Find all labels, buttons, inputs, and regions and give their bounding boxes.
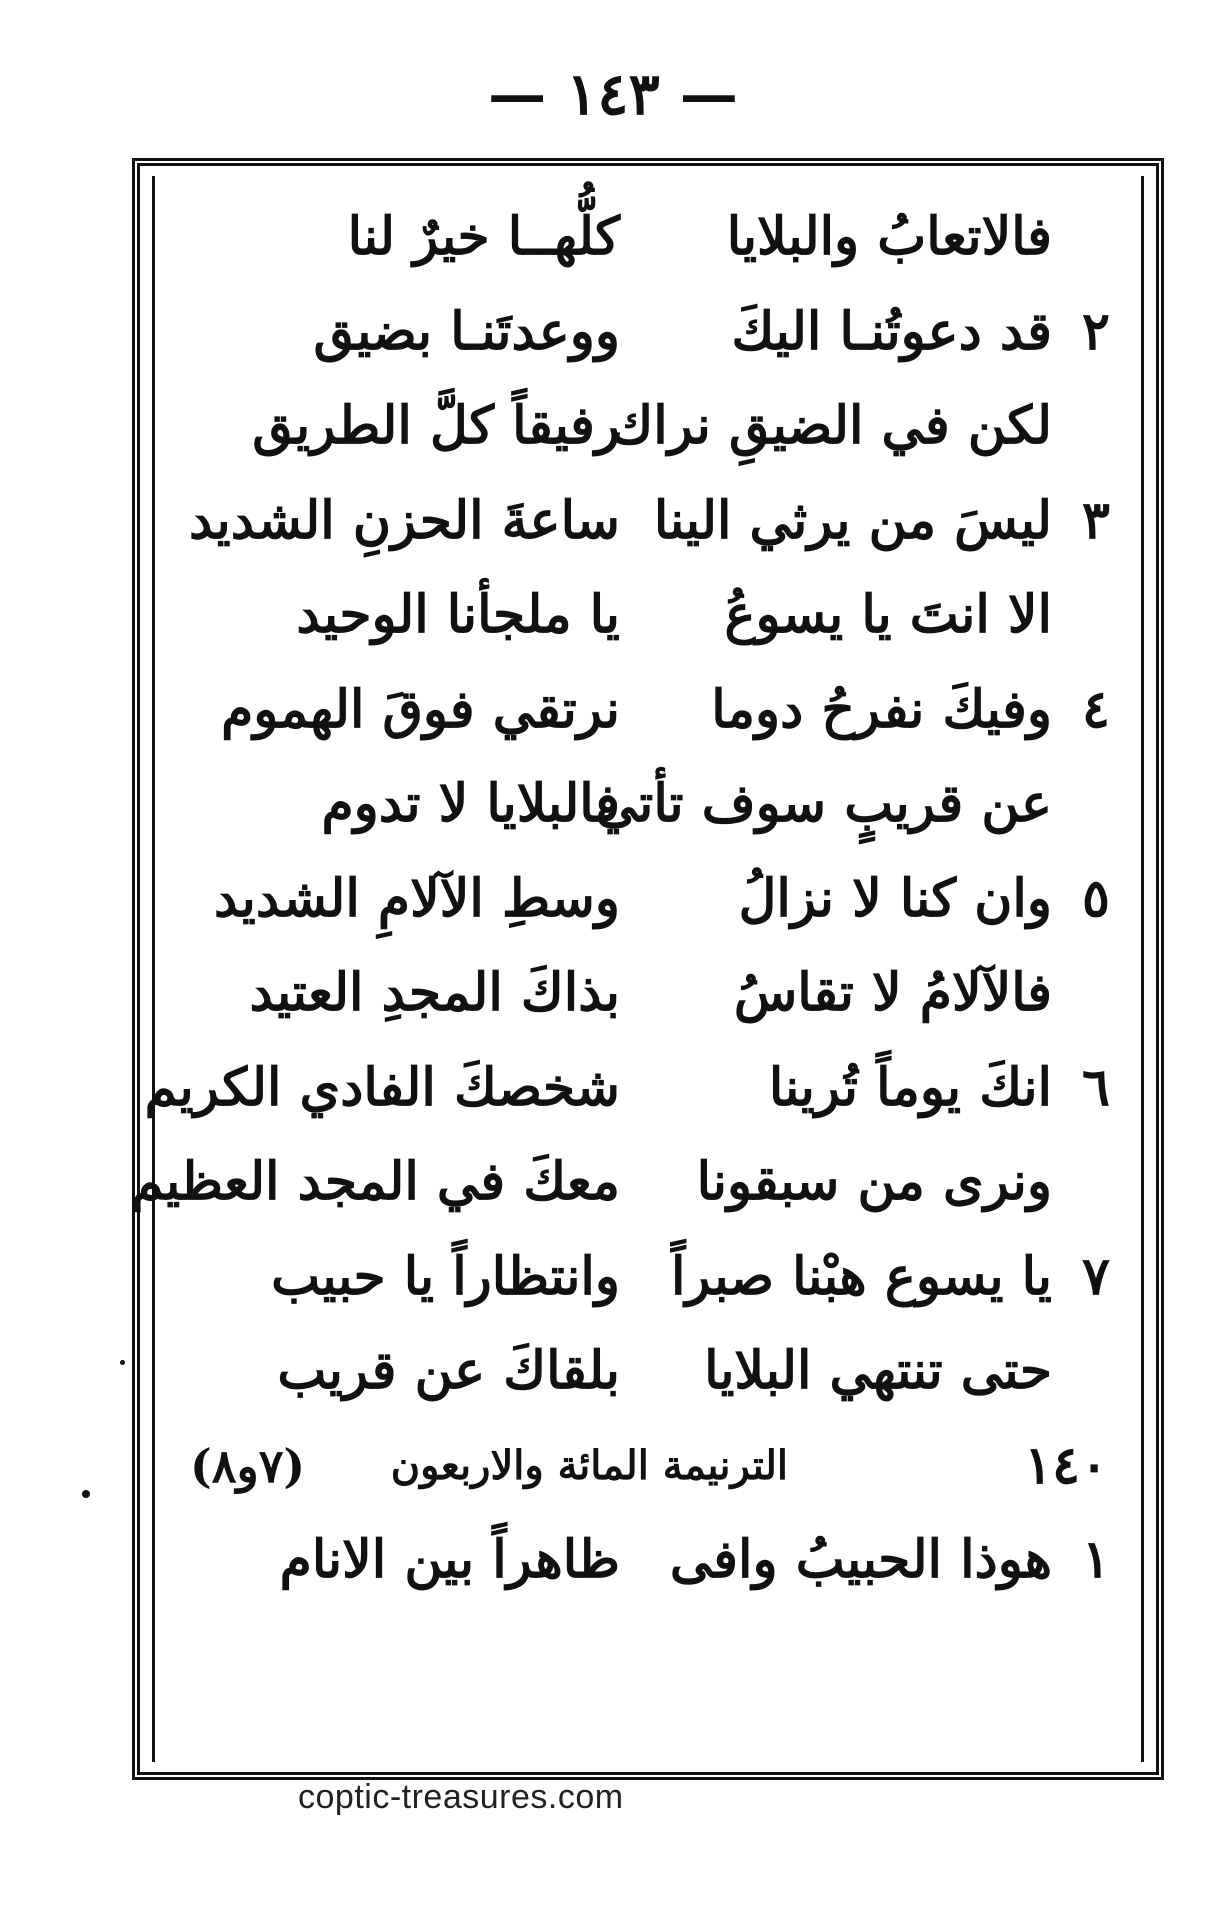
- verse-line: [150, 285, 1118, 380]
- verse-first-hemistich: ونرى من سبقونا: [696, 1151, 1052, 1212]
- verse-line: [150, 946, 1118, 1041]
- hymn-meter: (٧و٨): [190, 1438, 306, 1493]
- verse-number: ٢: [1082, 300, 1110, 362]
- verse-line: [150, 568, 1118, 663]
- verse-number: ٣: [1082, 489, 1110, 551]
- verse-line: [150, 474, 1118, 569]
- verse-line: [150, 190, 1118, 285]
- verse-first-hemistich: حتى تنتهي البلايا: [704, 1340, 1052, 1401]
- verse-first-hemistich: الا انتَ يا يسوعُ: [724, 584, 1052, 645]
- verse-first-hemistich: فالاتعابُ والبلايا: [726, 206, 1052, 267]
- verse-first-hemistich: وان كنا لا نزالُ: [738, 867, 1052, 929]
- verse-number: ٤: [1082, 678, 1110, 740]
- verse-second-hemistich: يا ملجأنا الوحيد: [296, 584, 620, 645]
- verse-line: [150, 1324, 1118, 1419]
- verse-second-hemistich: فالبلايا لا تدوم: [321, 773, 620, 834]
- verse-second-hemistich: ساعةَ الحزنِ الشديد: [188, 489, 620, 551]
- verse-second-hemistich: رفيقاً كلَّ الطريق: [252, 395, 620, 456]
- verse-second-hemistich: بذاكَ المجدِ العتيد: [249, 962, 620, 1023]
- verse-line: [150, 757, 1118, 852]
- verse-number: ٦: [1082, 1056, 1110, 1118]
- scan-speck: [120, 1360, 125, 1365]
- verse-second-hemistich: نرتقي فوقَ الهموم: [221, 678, 620, 740]
- hymn-title: الترنيمة المائة والاربعون: [390, 1441, 788, 1489]
- verse-first-hemistich: قد دعوتُنـا اليكَ: [731, 300, 1052, 362]
- verse-first-hemistich: انكَ يوماً تُرينا: [768, 1056, 1052, 1118]
- verse-first-hemistich: وفيكَ نفرحُ دوما: [711, 678, 1052, 740]
- verse-line: [144, 1041, 1118, 1136]
- hymn-header: [150, 1419, 1118, 1514]
- watermark: coptic-treasures.com: [298, 1778, 624, 1816]
- verse-number: ١: [1082, 1529, 1110, 1590]
- scan-speck: [82, 1490, 90, 1498]
- verse-line: [150, 1513, 1118, 1608]
- page-number: — ١٤٣ —: [488, 60, 738, 128]
- hymn-number: ١٤٠: [1024, 1434, 1108, 1496]
- verse-number: ٥: [1082, 867, 1110, 929]
- hymn-verses: [131, 190, 1118, 1608]
- verse-first-hemistich: فالآلامُ لا تقاسُ: [733, 962, 1052, 1023]
- verse-first-hemistich: لكن في الضيقِ نراك: [610, 395, 1052, 456]
- verse-second-hemistich: ظاهراً بين الانام: [279, 1529, 620, 1590]
- verse-second-hemistich: معكَ في المجد العظيم: [131, 1151, 620, 1212]
- verse-first-hemistich: ليسَ من يرثي الينا: [653, 489, 1052, 551]
- verse-first-hemistich: يا يسوع هبْنا صبراً: [670, 1245, 1052, 1307]
- verse-line: [150, 379, 1118, 474]
- verse-line: [150, 663, 1118, 758]
- verse-second-hemistich: كلُّهــا خيرٌ لنا: [347, 206, 620, 267]
- verse-number: ٧: [1082, 1245, 1110, 1307]
- verse-second-hemistich: شخصكَ الفادي الكريم: [144, 1056, 620, 1118]
- verse-second-hemistich: بلقاكَ عن قريب: [277, 1340, 620, 1401]
- verse-line: [150, 852, 1118, 947]
- verse-line: [150, 1230, 1118, 1325]
- verse-line: [131, 1135, 1118, 1230]
- verse-first-hemistich: عن قريبٍ سوف تأتي: [595, 773, 1052, 834]
- verse-second-hemistich: وانتظاراً يا حبيب: [271, 1245, 620, 1307]
- verse-second-hemistich: ووعدتَنـا بضيق: [313, 300, 620, 362]
- verse-first-hemistich: هوذا الحبيبُ وافى: [669, 1529, 1052, 1590]
- verse-second-hemistich: وسطِ الآلامِ الشديد: [214, 867, 620, 929]
